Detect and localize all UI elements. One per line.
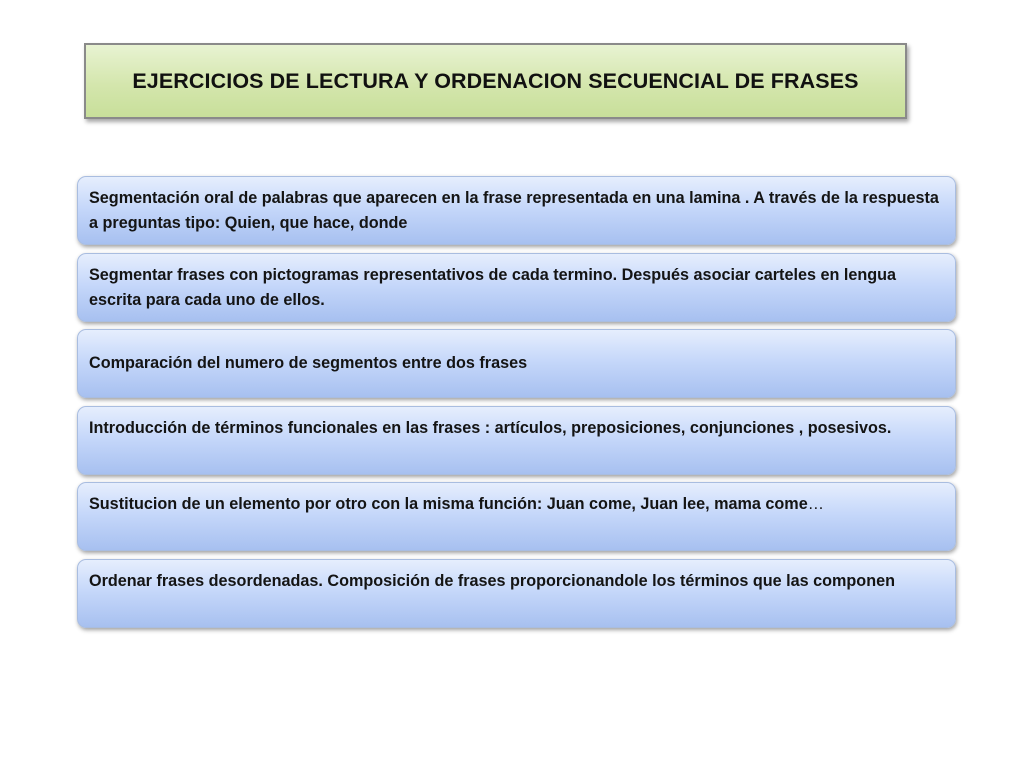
exercise-text-wrapper [89, 492, 824, 517]
exercise-item [77, 329, 956, 398]
exercise-text: Ordenar frases desordenadas. Composición de frases proporcionandole los términos que las componen [89, 571, 895, 590]
exercise-item [77, 482, 956, 551]
exercise-text: Comparación del numero de segmentos entre dos frases [89, 354, 528, 372]
exercise-ellipsis: … [807, 495, 824, 513]
exercise-item [77, 559, 956, 628]
exercise-item [77, 406, 956, 475]
slide-title: EJERCICIOS DE LECTURA Y ORDENACION SECUENCIAL DE FRASES [132, 69, 859, 93]
exercise-text: Segmentación oral de palabras que aparecen en la frase representada en una lamina . A través de la respuesta a preguntas tipo: Quien, que hace, donde [89, 189, 939, 232]
exercise-list [77, 176, 956, 635]
exercise-text: Segmentar frases con pictogramas representativos de cada termino. Después asociar carteles en lengua escrita para cada uno de ellos. [89, 265, 897, 309]
exercise-item [77, 253, 956, 322]
exercise-text: Sustitucion de un elemento por otro con la misma función: Juan come, Juan lee, mama come [89, 495, 808, 513]
slide-title-box [84, 43, 907, 119]
exercise-item [77, 176, 956, 245]
exercise-text: Introducción de términos funcionales en las frases : artículos, preposiciones, conjunciones , posesivos. [89, 418, 892, 437]
